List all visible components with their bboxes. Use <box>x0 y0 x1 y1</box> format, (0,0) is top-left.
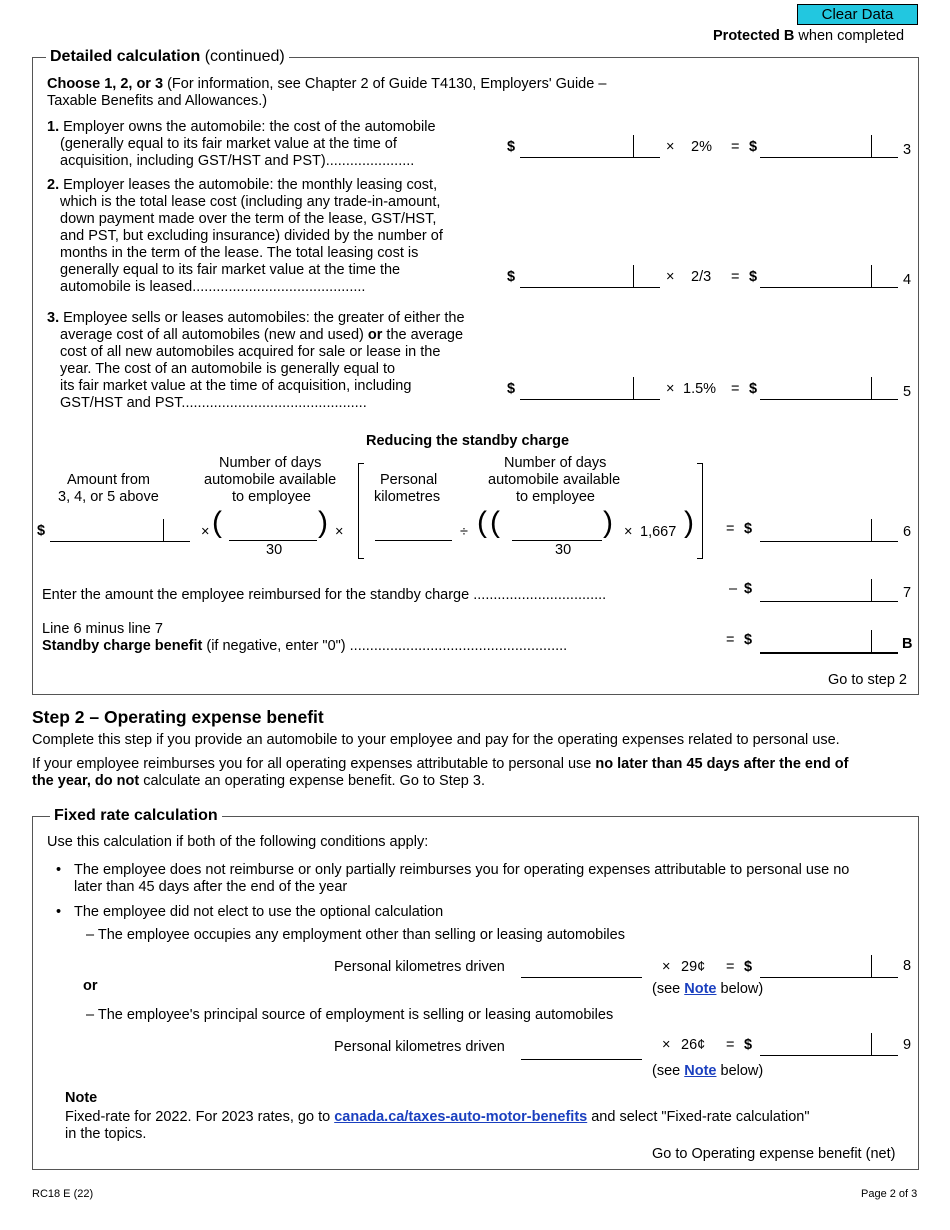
cents-divider <box>871 519 872 542</box>
rate-1-5-percent: 1.5% <box>683 381 717 397</box>
equals-sign: = <box>726 959 735 975</box>
option3-cost-input[interactable] <box>520 381 660 400</box>
or-label: or <box>83 978 98 994</box>
col1-header: 3, 4, or 5 above <box>58 489 159 505</box>
standby-charge-benefit-input[interactable] <box>760 634 898 654</box>
go-to-net-benefit: Go to Operating expense benefit (net) <box>652 1146 896 1162</box>
option3-line4: year. The cost of an automobile is generally equal to <box>60 361 396 377</box>
equals-sign: = <box>731 381 740 397</box>
option1-cost-input[interactable] <box>520 139 660 158</box>
go-to-step2: Go to step 2 <box>828 672 907 688</box>
dollar-sign: $ <box>749 269 758 285</box>
clear-data-button[interactable]: Clear Data <box>797 4 918 25</box>
line-number-6: 6 <box>903 524 912 540</box>
bullet1-line1: The employee does not reimburse or only partially reimburses you for operating expenses attributable to personal use no <box>74 862 850 878</box>
dollar-sign: $ <box>744 632 753 648</box>
see-note-2: (see Note below) <box>652 1063 764 1079</box>
dollar-sign: $ <box>507 139 516 155</box>
cents-divider <box>871 630 872 653</box>
close-paren: ) <box>603 506 613 539</box>
bullet-icon: • <box>56 904 62 920</box>
option3-line3: cost of all new automobiles acquired for sale or lease in the <box>60 344 441 360</box>
dollar-sign: $ <box>37 523 46 539</box>
cents-divider <box>871 955 872 978</box>
equals-sign: = <box>726 1037 735 1053</box>
step2-title: Step 2 – Operating expense benefit <box>32 707 324 727</box>
cents-divider <box>163 519 164 542</box>
divide-sign: ÷ <box>460 524 468 540</box>
denominator-30: 30 <box>555 542 572 558</box>
dollar-sign: $ <box>744 959 753 975</box>
line5-result-input[interactable] <box>760 381 898 400</box>
personal-km-input-8[interactable] <box>521 959 642 978</box>
note-link[interactable]: Note <box>684 1063 717 1079</box>
line3-result-input[interactable] <box>760 139 898 158</box>
dash-item-1: – The employee occupies any employment other than selling or leasing automobiles <box>86 927 625 943</box>
canada-ca-link[interactable]: canada.ca/taxes-auto-motor-benefits <box>334 1109 588 1125</box>
page-number: Page 2 of 3 <box>861 1188 918 1200</box>
line-number-7: 7 <box>903 585 912 601</box>
rate-2-3: 2/3 <box>691 269 712 285</box>
times-sign: × <box>666 139 675 155</box>
option3-line6: GST/HST and PST.............................................. <box>60 395 367 411</box>
times-sign: × <box>666 381 675 397</box>
dollar-sign: $ <box>749 381 758 397</box>
line7-label: Enter the amount the employee reimbursed for the standby charge ................................. <box>42 587 607 603</box>
dollar-sign: $ <box>744 581 753 597</box>
rate-2-percent: 2% <box>691 139 712 155</box>
cents-divider <box>633 377 634 400</box>
dash-item-2: – The employee's principal source of employment is selling or leasing automobiles <box>86 1007 614 1023</box>
col4-header: Number of days <box>504 455 607 471</box>
line9-result-input[interactable] <box>760 1037 898 1056</box>
cents-divider <box>871 265 872 288</box>
line-number-4: 4 <box>903 272 912 288</box>
option2-line1: 2. Employer leases the automobile: the monthly leasing cost, <box>47 177 438 193</box>
days-available-input[interactable] <box>229 522 317 541</box>
bullet-icon: • <box>56 862 62 878</box>
rate-29-cents: 29¢ <box>681 959 706 975</box>
col2-header: Number of days <box>219 455 322 471</box>
col1-header: Amount from <box>67 472 150 488</box>
option2-line4: and PST, but excluding insurance) divided by the number of <box>60 228 443 244</box>
option2-line7: automobile is leased........................................... <box>60 279 366 295</box>
standby-heading: Reducing the standby charge <box>366 433 570 449</box>
dollar-sign: $ <box>749 139 758 155</box>
times-sign: × <box>624 524 633 540</box>
times-sign: × <box>662 959 671 975</box>
lineB-subtitle: Line 6 minus line 7 <box>42 621 163 637</box>
note-link[interactable]: Note <box>684 981 717 997</box>
option1-line2: (generally equal to its fair market value at the time of <box>60 136 397 152</box>
times-sign: × <box>666 269 675 285</box>
line-number-3: 3 <box>903 142 912 158</box>
option3-line1: 3. Employee sells or leases automobiles: the greater of either the <box>47 310 465 326</box>
note-title: Note <box>65 1090 98 1106</box>
line8-result-input[interactable] <box>760 959 898 978</box>
rate-26-cents: 26¢ <box>681 1037 706 1053</box>
dollar-sign: $ <box>744 521 753 537</box>
option3-line5: its fair market value at the time of acquisition, including <box>60 378 412 394</box>
cents-divider <box>871 579 872 602</box>
see-note-1: (see Note below) <box>652 981 764 997</box>
option3-line2: average cost of all automobiles (new and used) or the average <box>60 327 464 343</box>
fixed-intro: Use this calculation if both of the following conditions apply: <box>47 834 429 850</box>
fixed-rate-legend: Fixed rate calculation <box>50 807 222 825</box>
equals-sign: = <box>726 521 735 537</box>
km-label-1: Personal kilometres driven <box>334 959 505 975</box>
factor-1667: 1,667 <box>640 524 677 540</box>
option2-line3: down payment made over the term of the lease, GST/HST, <box>60 211 437 227</box>
form-id: RC18 E (22) <box>32 1188 94 1200</box>
bullet1-line2: later than 45 days after the end of the year <box>74 879 348 895</box>
note-text-cont: in the topics. <box>65 1126 147 1142</box>
close-paren: ) <box>318 506 328 539</box>
open-paren: ( <box>490 506 500 539</box>
km-label-2: Personal kilometres driven <box>334 1039 505 1055</box>
line4-result-input[interactable] <box>760 269 898 288</box>
equals-sign: = <box>726 632 735 648</box>
line-number-9: 9 <box>903 1037 912 1053</box>
choose-instruction: Choose 1, 2, or 3 (For information, see Chapter 2 of Guide T4130, Employers' Guide – <box>47 76 607 92</box>
cents-divider <box>871 1033 872 1056</box>
minus-sign: – <box>729 581 738 597</box>
open-paren: ( <box>477 506 487 539</box>
personal-km-input[interactable] <box>375 522 452 541</box>
option1-line1: 1. Employer owns the automobile: the cost of the automobile <box>47 119 436 135</box>
dollar-sign: $ <box>744 1037 753 1053</box>
times-sign: × <box>201 524 210 540</box>
choose-instruction-cont: Taxable Benefits and Allowances.) <box>47 93 268 109</box>
equals-sign: = <box>731 269 740 285</box>
bullet2: The employee did not elect to use the optional calculation <box>74 904 444 920</box>
cents-divider <box>633 265 634 288</box>
close-paren: ) <box>684 506 694 539</box>
option2-line5: months in the term of the lease. The total leasing cost is <box>60 245 419 261</box>
open-paren: ( <box>212 506 222 539</box>
line-letter-B: B <box>902 636 913 652</box>
line-number-8: 8 <box>903 958 912 974</box>
col4-header: to employee <box>516 489 595 505</box>
denominator-30: 30 <box>266 542 283 558</box>
lineB-label: Standby charge benefit (if negative, enter "0") ...................................................... <box>42 638 568 654</box>
protected-b-label: Protected B when completed <box>713 28 905 44</box>
left-bracket <box>358 463 364 559</box>
col2-header: automobile available <box>204 472 337 488</box>
col3-header: kilometres <box>374 489 441 505</box>
cents-divider <box>871 135 872 158</box>
col4-header: automobile available <box>488 472 621 488</box>
option1-line3: acquisition, including GST/HST and PST)...................... <box>60 153 415 169</box>
line7-reimbursed-input[interactable] <box>760 583 898 602</box>
personal-km-input-9[interactable] <box>521 1041 642 1060</box>
detailed-calculation-legend: Detailed calculation (continued) <box>46 48 289 66</box>
cents-divider <box>871 377 872 400</box>
line6-result-input[interactable] <box>760 523 898 542</box>
right-bracket <box>697 463 703 559</box>
days-available-input-2[interactable] <box>512 522 602 541</box>
option2-line2: which is the total lease cost (including any trade-in-amount, <box>60 194 441 210</box>
col2-header: to employee <box>232 489 311 505</box>
equals-sign: = <box>731 139 740 155</box>
standby-amount-input[interactable] <box>50 523 190 542</box>
times-sign: × <box>335 524 344 540</box>
option2-line6: generally equal to its fair market value at the time the <box>60 262 401 278</box>
dollar-sign: $ <box>507 269 516 285</box>
col3-header: Personal <box>380 472 438 488</box>
note-text: Fixed-rate for 2022. For 2023 rates, go to canada.ca/taxes-auto-motor-benefits and select "Fixed-rate calculation" <box>65 1109 810 1125</box>
step2-paragraph1: Complete this step if you provide an automobile to your employee and pay for the operating expenses related to personal use. <box>32 732 840 748</box>
times-sign: × <box>662 1037 671 1053</box>
cents-divider <box>633 135 634 158</box>
step2-paragraph2-cont: the year, do not calculate an operating expense benefit. Go to Step 3. <box>32 773 485 789</box>
option2-cost-input[interactable] <box>520 269 660 288</box>
dollar-sign: $ <box>507 381 516 397</box>
line-number-5: 5 <box>903 384 912 400</box>
step2-paragraph2: If your employee reimburses you for all operating expenses attributable to personal use no later than 45 days after the end of <box>32 756 849 772</box>
